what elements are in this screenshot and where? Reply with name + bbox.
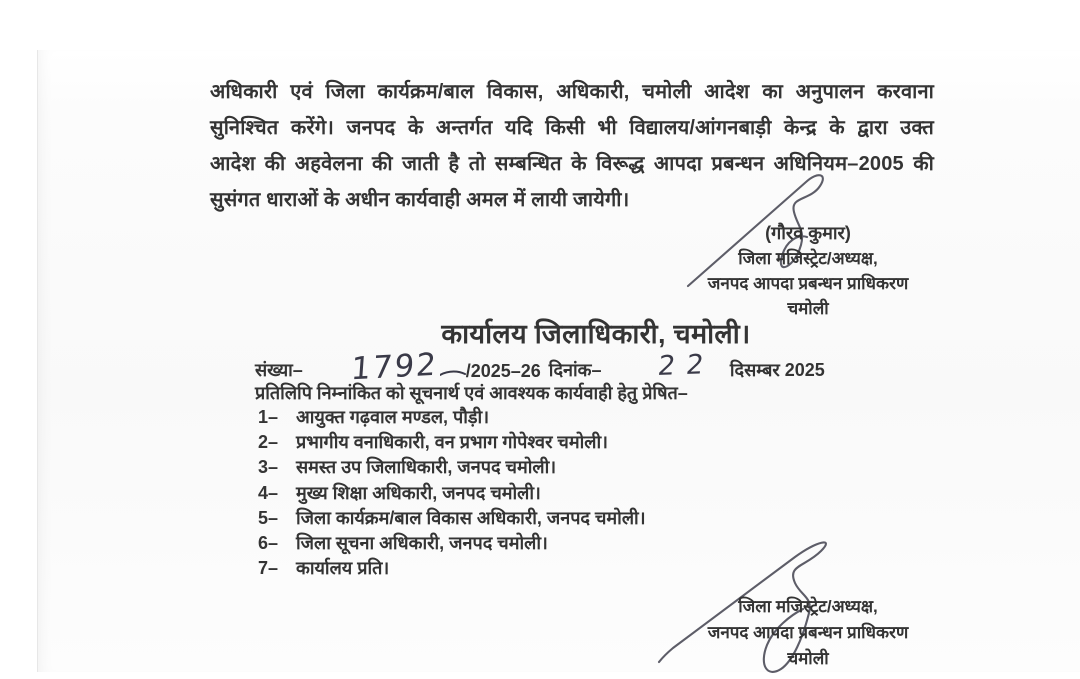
recipient-number: 7–	[258, 558, 279, 579]
signatory-title: जिला मजिस्ट्रेट/अध्यक्ष,	[738, 597, 878, 616]
date-month-year: दिसम्बर 2025	[729, 360, 825, 380]
recipient-row	[258, 455, 646, 480]
recipient-row	[258, 405, 646, 430]
recipient-row	[258, 531, 646, 556]
ref-year-suffix: /2025–26	[465, 361, 541, 381]
signature-top-block	[678, 221, 938, 321]
paragraph-line: सुनिश्चित करेंगे। जनपद के अन्तर्गत यदि किसी भी विद्यालय/आंगनबाड़ी केन्द्र के द्वारा उक्त	[210, 117, 934, 139]
signatory-org: जनपद आपदा प्रबन्धन प्राधिकरण	[707, 623, 909, 642]
recipient-text: जिला सूचना अधिकारी, जनपद चमोली।	[296, 533, 548, 554]
signature-bottom-block	[678, 594, 938, 672]
handwritten-tail-stroke	[440, 367, 466, 379]
recipient-number: 2–	[258, 432, 279, 453]
recipient-row	[258, 506, 646, 531]
ref-number-label: संख्या–	[255, 360, 303, 380]
signatory-name: (गौरव कुमार)	[765, 223, 851, 243]
recipient-text: मुख्य शिक्षा अधिकारी, जनपद चमोली।	[296, 482, 541, 503]
recipient-text: कार्यालय प्रति।	[296, 558, 390, 579]
recipient-text: समस्त उप जिलाधिकारी, जनपद चमोली।	[296, 457, 557, 478]
paragraph-line: अधिकारी एवं जिला कार्यक्रम/बाल विकास, अधिकारी, चमोली आदेश का अनुपालन करवाना	[210, 81, 934, 103]
recipient-text: प्रभागीय वनाधिकारी, वन प्रभाग गोपेश्वर चमोली।	[296, 432, 608, 453]
office-heading: कार्यालय जिलाधिकारी, चमोली।	[441, 319, 751, 349]
recipient-row	[258, 556, 646, 581]
signatory-place: चमोली	[787, 649, 829, 668]
paragraph-line: आदेश की अहवेलना की जाती है तो सम्बन्धित के विरूद्ध आपदा प्रबन्धन अधिनियम–2005 की	[210, 153, 934, 175]
signatory-org: जनपद आपदा प्रबन्धन प्राधिकरण	[707, 274, 909, 293]
recipient-number: 6–	[258, 533, 279, 554]
ref-line	[255, 346, 825, 388]
copy-distribution-line: प्रतिलिपि निम्नांकित को सूचनार्थ एवं आवश्यक कार्यवाही हेतु प्रेषित–	[255, 383, 688, 403]
recipient-number: 1–	[258, 407, 279, 427]
recipient-text: जिला कार्यक्रम/बाल विकास अधिकारी, जनपद चमोली।	[296, 507, 646, 528]
recipient-row	[258, 481, 646, 506]
recipient-row	[258, 430, 646, 455]
recipient-text: आयुक्त गढ़वाल मण्डल, पौड़ी।	[296, 407, 490, 427]
recipient-number: 3–	[258, 457, 279, 478]
recipient-number: 4–	[258, 482, 279, 503]
handwritten-date: 22	[655, 348, 716, 383]
handwritten-ref-number: 1792	[349, 346, 439, 388]
recipients-list	[258, 405, 646, 581]
signatory-place: चमोली	[787, 299, 829, 318]
recipient-number: 5–	[258, 507, 279, 528]
paragraph-line: सुसंगत धाराओं के अधीन कार्यवाही अमल में लायी जायेगी।	[210, 189, 630, 211]
signatory-title: जिला मजिस्ट्रेट/अध्यक्ष,	[738, 249, 878, 268]
date-label: दिनांक–	[548, 360, 602, 380]
body-paragraph	[210, 74, 934, 218]
